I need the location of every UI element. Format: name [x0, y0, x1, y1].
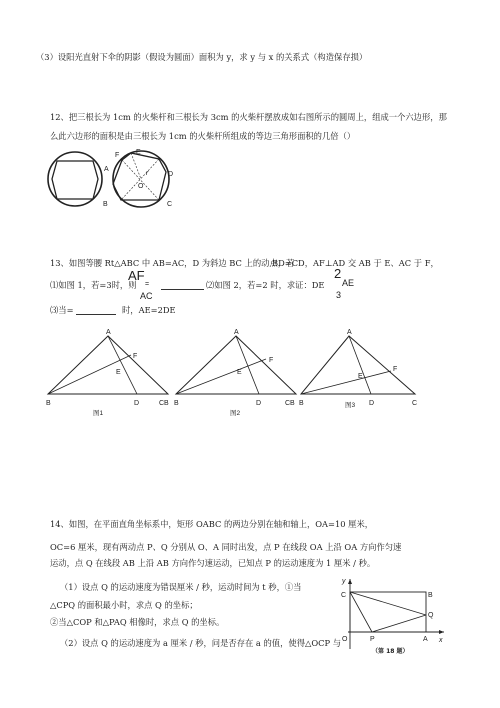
q14-line4: （1）设点 Q 的运动速度为错误厘米 / 秒，运动时间为 t 秒，①当 — [60, 582, 302, 592]
q14-label-O: O — [342, 636, 348, 643]
q14-label-y: y — [342, 578, 346, 585]
fig1-A: A — [106, 329, 111, 336]
q14-line6: ②当△COP 和△PAQ 相像时，求点 Q 的坐标。 — [50, 617, 225, 627]
q12-label-F: F — [115, 152, 120, 159]
q12-label-O: O — [138, 183, 144, 190]
q13-line3a: ⑶当= — [50, 305, 74, 315]
q14-label-Q: Q — [428, 612, 434, 619]
fig1-E: E — [116, 369, 121, 376]
q13-line1: 13、如图等腰 Rt△ABC 中 AB=AC，D 为斜边 BC 上的动点，若 — [50, 258, 295, 268]
fig3-B: B — [299, 400, 304, 407]
q14-label-x: x — [439, 637, 443, 644]
q12-line2: 么此六边形的面积是由三根长为 1cm 的火柴杆所组成的等边三角形面积的几倍（） — [50, 131, 356, 141]
q12-label-B: B — [103, 201, 108, 208]
q3-text: （3）设阳光直射下伞的阴影（假设为圆面）面积为 y，求 y 与 x 的关系式（构造保存损） — [36, 52, 368, 62]
q14-line5: △CPQ 的面积最小时，求点 Q 的坐标； — [50, 600, 198, 610]
left-hexagon — [52, 161, 98, 199]
q13-caption-3: 图3 — [345, 402, 356, 409]
fig3-D: D — [369, 400, 375, 407]
q12-label-r: r — [146, 170, 149, 177]
q14-label-P: P — [370, 636, 375, 643]
fig2-CB: CB — [285, 400, 295, 407]
q13-caption-1: 图1 — [93, 410, 104, 417]
q14-label-B: B — [428, 592, 433, 599]
q12-label-C: C — [167, 201, 173, 208]
q13-num2: 2 — [334, 266, 342, 281]
fig3-E: E — [358, 373, 363, 380]
fig2-E: E — [237, 369, 242, 376]
fig1-B: B — [46, 400, 51, 407]
q12-label-D: D — [168, 171, 174, 178]
q13-num3: 3 — [336, 290, 342, 300]
fig2-B: B — [174, 400, 179, 407]
q12-line1: 12、把三根长为 1cm 的火柴杆和三根长为 3cm 的火柴杆摆放成如右图所示的圆周上，组成一个六边形，那 — [50, 112, 447, 122]
q13-line2a: ⑴如图 1，若=3时，则 — [50, 280, 137, 290]
q14-label-A: A — [423, 636, 428, 643]
q13-line3b: 时，AE=2DE — [122, 305, 176, 315]
q13-figure-3 — [295, 328, 430, 408]
q14-line2: OC=6 厘米，现有两动点 P、Q 分别从 O、A 同时出发，点 P 在线段 OA 上沿 OA 方向作匀速 — [50, 542, 402, 552]
q13-figure-1 — [42, 328, 177, 408]
q13-blank1 — [161, 289, 204, 290]
q13-figure-2 — [170, 328, 305, 408]
fig1-D: D — [134, 400, 140, 407]
q13-caption-2: 图2 — [230, 410, 241, 417]
fig1-CB: CB — [159, 400, 169, 407]
fig3-F: F — [393, 366, 398, 373]
q13-blank2 — [76, 314, 116, 315]
fig2-A: A — [234, 329, 239, 336]
q13-line1b: BD=CD，AF⊥AD 交 AB 于 E、AC 于 F， — [272, 258, 439, 268]
q13-frac-eq: = — [145, 281, 150, 288]
q14-line7: （2）设点 Q 的运动速度为 a 厘米 / 秒，问是否存在 a 的值，使得△OCP 与 — [60, 638, 342, 648]
q13-ae: AE — [342, 278, 355, 288]
q13-frac-den: AC — [140, 291, 153, 301]
fig1-F: F — [133, 353, 138, 360]
q14-fig-caption: （第 18 题） — [372, 648, 409, 655]
q14-coordinate-figure — [338, 577, 448, 657]
q13-line2b: ⑵如图 2，若=2 时，求证：DE — [206, 280, 325, 290]
fig3-C: C — [412, 400, 418, 407]
q12-figure-circles — [46, 148, 176, 210]
q14-line3: 运动，点 Q 在线段 AB 上沿 AB 方向作匀速运动，已知点 P 的运动速度为 1 厘米 / 秒。 — [50, 558, 376, 568]
q14-line1: 14、如图，在平面直角坐标系中，矩形 OABC 的两边分别在轴和轴上，OA=10 厘米， — [50, 519, 374, 529]
q14-label-C: C — [341, 592, 347, 599]
fig2-F: F — [269, 357, 274, 364]
q13-frac-num: AF — [128, 268, 145, 283]
fig3-A: A — [347, 329, 352, 336]
fig2-D: D — [256, 400, 262, 407]
q12-label-E: E — [136, 149, 141, 156]
q12-label-A: A — [104, 166, 109, 173]
